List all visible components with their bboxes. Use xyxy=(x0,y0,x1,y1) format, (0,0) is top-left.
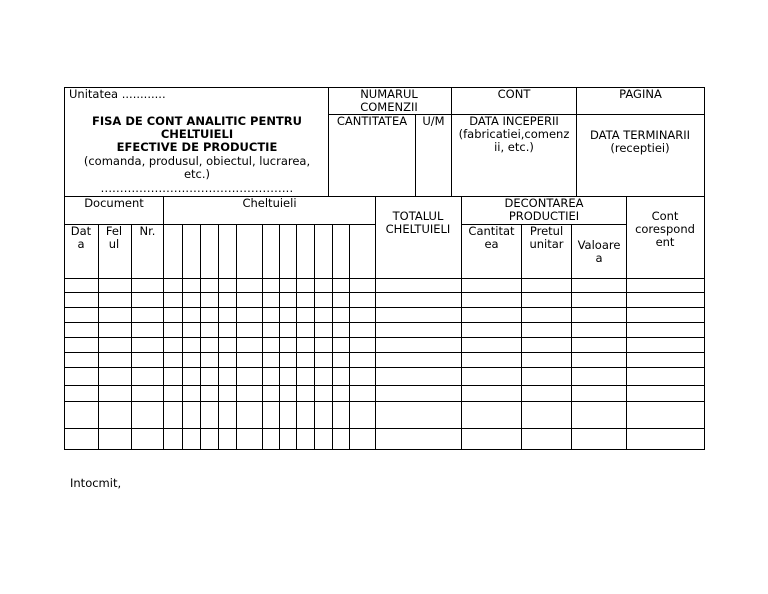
nr-col-header: Nr. xyxy=(139,224,156,238)
data-col-header: Dat a xyxy=(70,224,92,251)
rule-row-8 xyxy=(64,401,705,402)
rule-header-cont xyxy=(576,87,577,197)
cont-corespondent-header: Cont corespond ent xyxy=(635,209,695,249)
rule-row-9 xyxy=(64,428,705,429)
rule-chelt-5 xyxy=(262,224,263,450)
form-title-line3: EFECTIVE DE PRODUCTIE xyxy=(116,140,278,154)
rule-col-valoarea xyxy=(571,224,572,450)
rule-chelt-7 xyxy=(296,224,297,450)
rule-header-um xyxy=(451,87,452,197)
pagina-label: PAGINA xyxy=(619,87,662,101)
cheltuieli-header: Cheltuieli xyxy=(242,196,297,210)
rule-col-felul xyxy=(131,224,132,450)
rule-col-decontarea xyxy=(461,196,462,450)
border-left xyxy=(64,87,65,450)
cantitatea-header-label: CANTITATEA xyxy=(336,114,408,128)
rule-row-5 xyxy=(64,352,705,353)
cantitatea-col-header: Cantitat ea xyxy=(468,224,515,251)
rule-chelt-2 xyxy=(200,224,201,450)
decontarea-productiei-header: DECONTAREA PRODUCTIEI xyxy=(504,196,584,223)
unitatea-label: Unitatea ............ xyxy=(69,87,166,101)
valoarea-col-header: Valoare a xyxy=(577,238,621,265)
um-label: U/M xyxy=(422,114,445,128)
rule-col-document xyxy=(163,196,164,450)
rule-chelt-8 xyxy=(314,224,315,450)
cont-label: CONT xyxy=(497,87,531,101)
rule-row-4 xyxy=(64,337,705,338)
pretul-col-header: Pretul unitar xyxy=(529,224,564,251)
felul-col-header: Fel ul xyxy=(105,224,123,251)
rule-row-7 xyxy=(64,385,705,386)
rule-col-data xyxy=(98,224,99,450)
form-dots: .................................................. xyxy=(100,181,294,195)
document-header: Document xyxy=(84,196,144,210)
rule-row-2 xyxy=(64,307,705,308)
rule-col-totalul xyxy=(375,196,376,450)
data-terminarii-label: DATA TERMINARII (receptiei) xyxy=(589,128,691,155)
rule-body-top xyxy=(64,278,705,279)
form-title-line1: FISA DE CONT ANALITIC PENTRU xyxy=(92,114,302,128)
rule-row-6 xyxy=(64,367,705,368)
rule-chelt-10 xyxy=(349,224,350,450)
rule-chelt-1 xyxy=(182,224,183,450)
form-subtitle: (comanda, produsul, obiectul, lucrarea, etc.) xyxy=(83,154,311,181)
rule-chelt-4 xyxy=(236,224,237,450)
border-right xyxy=(704,87,705,450)
rule-col-pretul xyxy=(521,224,522,450)
rule-header-title-right xyxy=(328,87,329,197)
totalul-cheltuieli-header: TOTALUL CHELTUIELI xyxy=(385,209,451,236)
data-inceperii-label: DATA INCEPERII (fabricatiei,comenz ii, etc.) xyxy=(458,114,570,154)
border-bottom xyxy=(64,449,705,450)
rule-row-1 xyxy=(64,292,705,293)
rule-chelt-6 xyxy=(279,224,280,450)
numarul-comenzii-label: NUMARUL COMENZII xyxy=(360,87,418,114)
intocmit-label: Intocmit, xyxy=(70,476,122,490)
rule-chelt-3 xyxy=(218,224,219,450)
rule-chelt-9 xyxy=(332,224,333,450)
form-title-line2: CHELTUIELI xyxy=(160,127,234,141)
rule-row-3 xyxy=(64,322,705,323)
rule-col-cont xyxy=(626,196,627,450)
